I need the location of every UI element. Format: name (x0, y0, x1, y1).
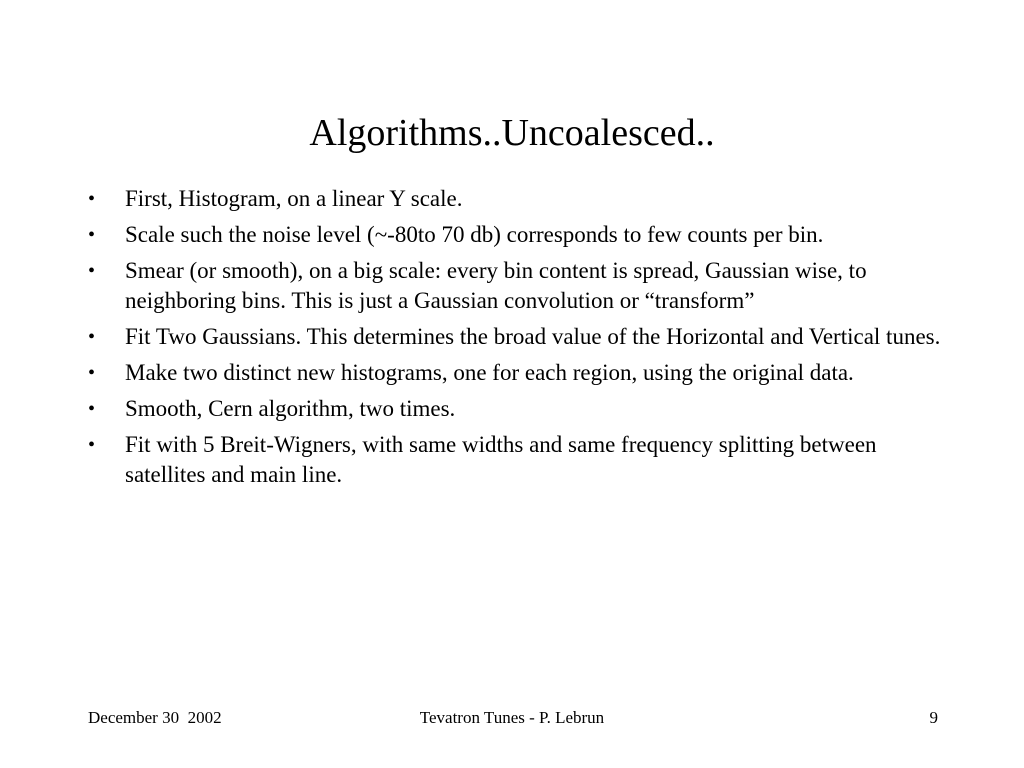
bullet-icon: • (88, 362, 96, 384)
bullet-text: Scale such the noise level (~-80to 70 db) corresponds to few counts per bin. (125, 222, 824, 247)
bullet-text: Smear (or smooth), on a big scale: every bin content is spread, Gaussian wise, to neighboring bins. This is just a Gaussian convolution or “transform” (125, 258, 867, 313)
slide-title: Algorithms..Uncoalesced.. (309, 112, 715, 154)
page-number: 9 (929, 708, 938, 727)
bullet-item (88, 394, 948, 424)
bullet-item (88, 358, 948, 388)
bullet-icon: • (88, 260, 96, 282)
bullet-text: Fit with 5 Breit-Wigners, with same widths and same frequency splitting between satellites and main line. (125, 432, 877, 487)
bullet-icon: • (88, 326, 96, 348)
bullet-item (88, 256, 948, 316)
bullet-icon: • (88, 188, 96, 210)
bullet-text: First, Histogram, on a linear Y scale. (125, 186, 463, 211)
bullet-icon: • (88, 224, 96, 246)
bullet-text: Smooth, Cern algorithm, two times. (125, 396, 456, 421)
bullet-list (88, 184, 948, 496)
bullet-item (88, 322, 948, 352)
footer-date: December 30 2002 (88, 708, 222, 727)
bullet-icon: • (88, 434, 96, 456)
bullet-item (88, 430, 948, 490)
bullet-text: Make two distinct new histograms, one for each region, using the original data. (125, 360, 854, 385)
bullet-item (88, 220, 948, 250)
footer-presentation-title: Tevatron Tunes - P. Lebrun (419, 708, 605, 727)
bullet-icon: • (88, 398, 96, 420)
bullet-text: Fit Two Gaussians. This determines the broad value of the Horizontal and Vertical tunes. (125, 324, 941, 349)
bullet-item (88, 184, 948, 214)
